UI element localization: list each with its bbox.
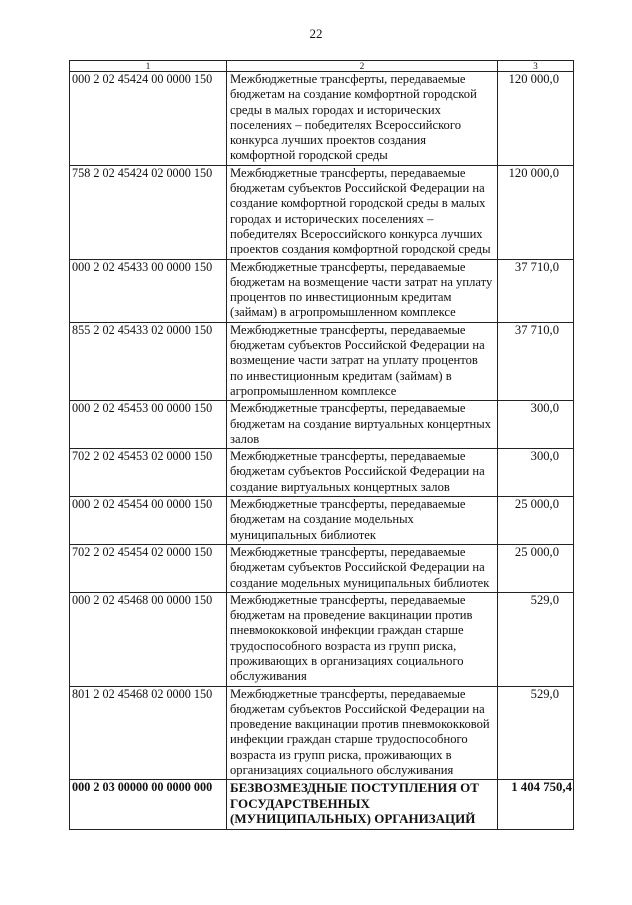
row-code: 000 2 02 45433 00 0000 150	[70, 259, 227, 322]
table-row	[70, 322, 574, 400]
row-description: Межбюджетные трансферты, передаваемые бюджетам на возмещение части затрат на уплату процентов по инвестиционным кредитам (займам) в агропромышленном комплексе	[227, 259, 498, 322]
row-amount: 37 710,0	[498, 259, 574, 322]
row-code: 702 2 02 45454 02 0000 150	[70, 544, 227, 592]
row-amount: 25 000,0	[498, 497, 574, 545]
table-row	[70, 497, 574, 545]
row-amount: 529,0	[498, 686, 574, 780]
row-code: 000 2 02 45453 00 0000 150	[70, 401, 227, 449]
table-row	[70, 592, 574, 686]
row-description: Межбюджетные трансферты, передаваемые бюджетам на создание модельных муниципальных библиотек	[227, 497, 498, 545]
total-amount: 1 404 750,4	[498, 780, 574, 830]
row-description: Межбюджетные трансферты, передаваемые бюджетам на создание виртуальных концертных залов	[227, 401, 498, 449]
column-header-row	[70, 61, 574, 72]
total-row	[70, 780, 574, 830]
row-description: Межбюджетные трансферты, передаваемые бюджетам субъектов Российской Федерации на возмещение части затрат на уплату процентов по инвестиционным кредитам (займам) в агропромышленном комплексе	[227, 322, 498, 400]
row-description: Межбюджетные трансферты, передаваемые бюджетам субъектов Российской Федерации на создание модельных муниципальных библиотек	[227, 544, 498, 592]
row-code: 855 2 02 45433 02 0000 150	[70, 322, 227, 400]
budget-table	[69, 60, 574, 830]
row-code: 758 2 02 45424 02 0000 150	[70, 165, 227, 259]
table-row	[70, 259, 574, 322]
row-amount: 120 000,0	[498, 165, 574, 259]
column-header-amount: 3	[498, 61, 574, 72]
row-description: Межбюджетные трансферты, передаваемые бюджетам на проведение вакцинации против пневмококковой инфекции граждан старше трудоспособного возраста из групп риска, проживающих в организациях социального обслуживания	[227, 592, 498, 686]
row-description: Межбюджетные трансферты, передаваемые бюджетам субъектов Российской Федерации на создание комфортной городской среды в малых городах и исторических поселениях – победителях Всероссийского конкурса лучших проектов создания комфортной городской среды	[227, 165, 498, 259]
table-row	[70, 401, 574, 449]
row-amount: 25 000,0	[498, 544, 574, 592]
table-row	[70, 544, 574, 592]
row-amount: 529,0	[498, 592, 574, 686]
page-number: 22	[309, 26, 323, 41]
column-header-code: 1	[70, 61, 227, 72]
table-row	[70, 72, 574, 166]
table-row	[70, 449, 574, 497]
row-description: Межбюджетные трансферты, передаваемые бюджетам субъектов Российской Федерации на создание виртуальных концертных залов	[227, 449, 498, 497]
row-code: 000 2 02 45454 00 0000 150	[70, 497, 227, 545]
row-description: Межбюджетные трансферты, передаваемые бюджетам на создание комфортной городской среды в малых городах и исторических поселениях – победителях Всероссийского конкурса лучших проектов создания комфортной городской среды	[227, 72, 498, 166]
table-row	[70, 686, 574, 780]
row-code: 000 2 02 45424 00 0000 150	[70, 72, 227, 166]
row-code: 702 2 02 45453 02 0000 150	[70, 449, 227, 497]
table-row	[70, 165, 574, 259]
total-code: 000 2 03 00000 00 0000 000	[70, 780, 227, 830]
row-code: 000 2 02 45468 00 0000 150	[70, 592, 227, 686]
row-amount: 120 000,0	[498, 72, 574, 166]
row-amount: 37 710,0	[498, 322, 574, 400]
row-code: 801 2 02 45468 02 0000 150	[70, 686, 227, 780]
row-description: Межбюджетные трансферты, передаваемые бюджетам субъектов Российской Федерации на проведение вакцинации против пневмококковой инфекции граждан старше трудоспособного возраста из групп риска, проживающих в организациях социального обслуживания	[227, 686, 498, 780]
row-amount: 300,0	[498, 401, 574, 449]
row-amount: 300,0	[498, 449, 574, 497]
column-header-description: 2	[227, 61, 498, 72]
total-description: БЕЗВОЗМЕЗДНЫЕ ПОСТУПЛЕНИЯ ОТ ГОСУДАРСТВЕННЫХ (МУНИЦИПАЛЬНЫХ) ОРГАНИЗАЦИЙ	[227, 780, 498, 830]
